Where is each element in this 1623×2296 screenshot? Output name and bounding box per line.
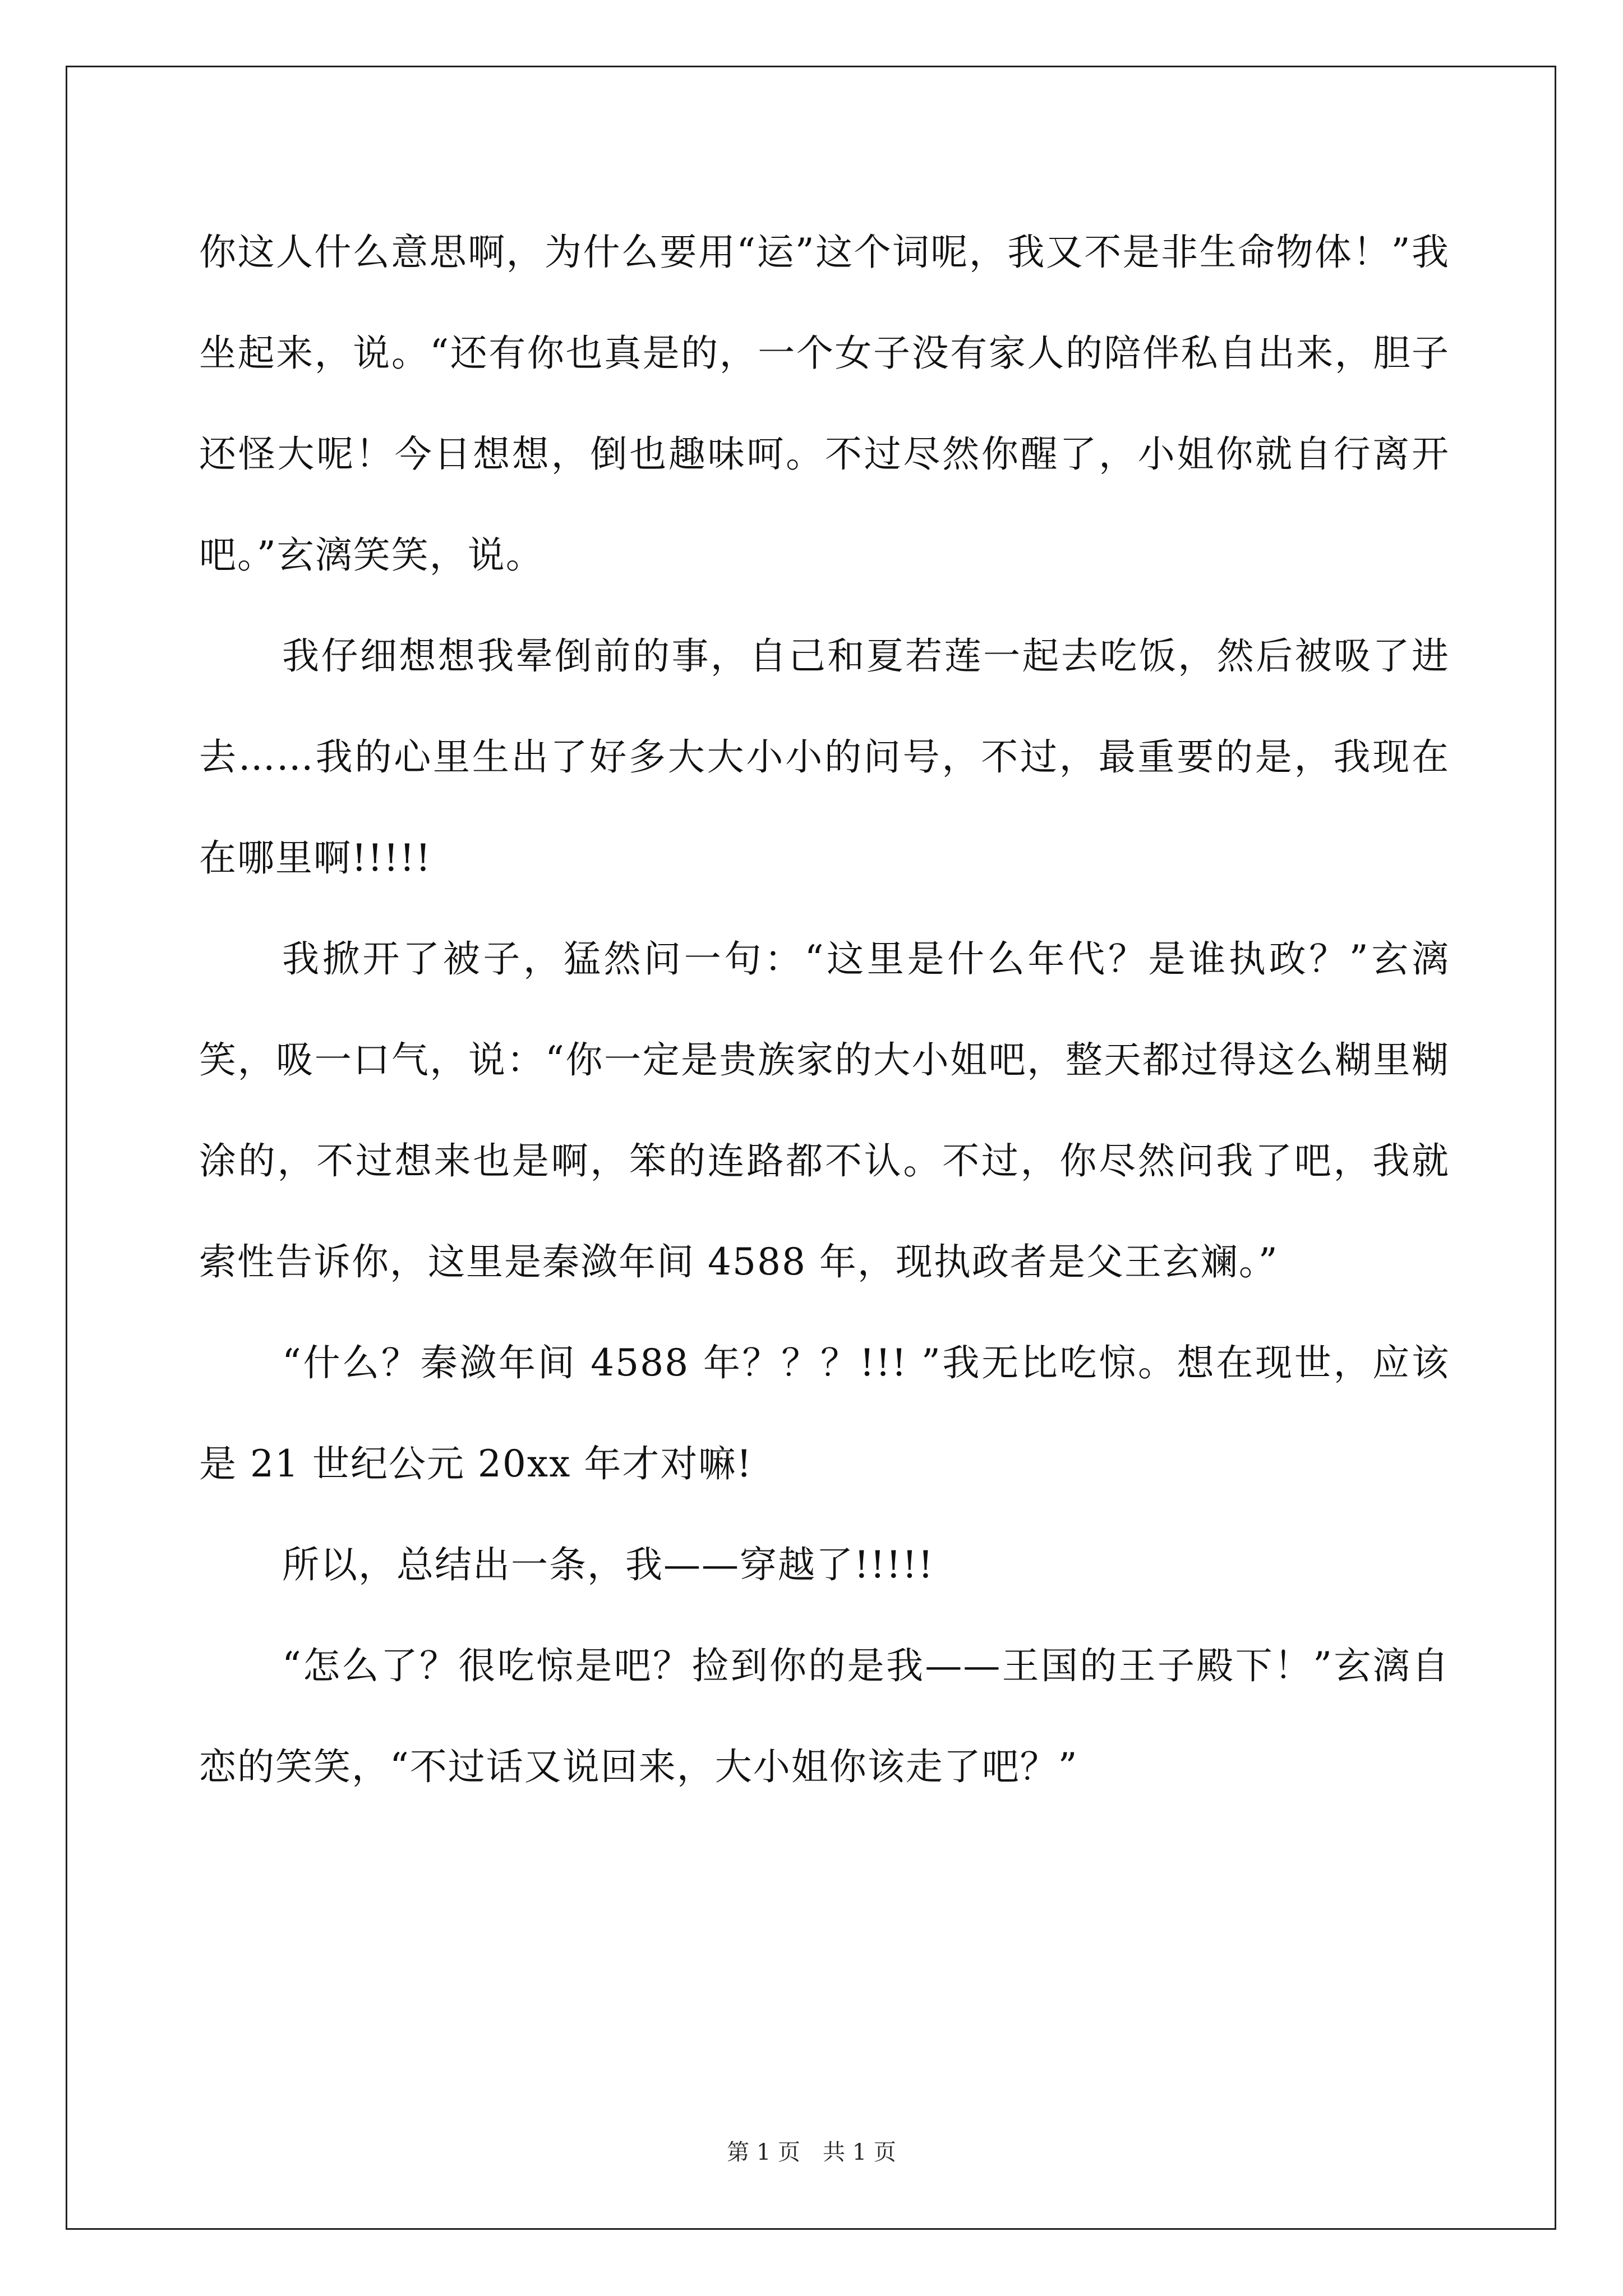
document-body [199, 202, 1450, 1818]
page-footer: 第 1 页 共 1 页 [727, 2139, 896, 2165]
paragraph: 我掀开了被子，猛然问一句：“这里是什么年代？是谁执政？”玄漓笑，吸一口气，说：“你一定是贵族家的大小姐吧，整天都过得这么糊里糊涂的，不过想来也是啊，笨的连路都不认。不过，你尽然问我了吧，我就索性告诉你，这里是秦潋年间 4588 年，现执政者是父王玄斓。” [199, 937, 1450, 1283]
paragraph: 我仔细想想我晕倒前的事，自己和夏若莲一起去吃饭，然后被吸了进去……我的心里生出了好多大大小小的问号，不过，最重要的是，我现在在哪里啊!!!!! [199, 634, 1450, 880]
paragraph: “怎么了？很吃惊是吧？捡到你的是我——王国的王子殿下！”玄漓自恋的笑笑，“不过话又说回来，大小姐你该走了吧？” [199, 1644, 1450, 1788]
paragraph: 你这人什么意思啊，为什么要用“运”这个词呢，我又不是非生命物体！”我坐起来，说。“还有你也真是的，一个女子没有家人的陪伴私自出来，胆子还怪大呢！今日想想，倒也趣味呵。不过尽然你醒了，小姐你就自行离开吧。”玄漓笑笑，说。 [199, 231, 1450, 577]
paragraph: “什么？秦潋年间 4588 年？？？!!! ”我无比吃惊。想在现世，应该是 21 世纪公元 20xx 年才对嘛! [199, 1341, 1450, 1485]
paragraph: 所以，总结出一条，我——穿越了!!!!! [282, 1543, 934, 1586]
